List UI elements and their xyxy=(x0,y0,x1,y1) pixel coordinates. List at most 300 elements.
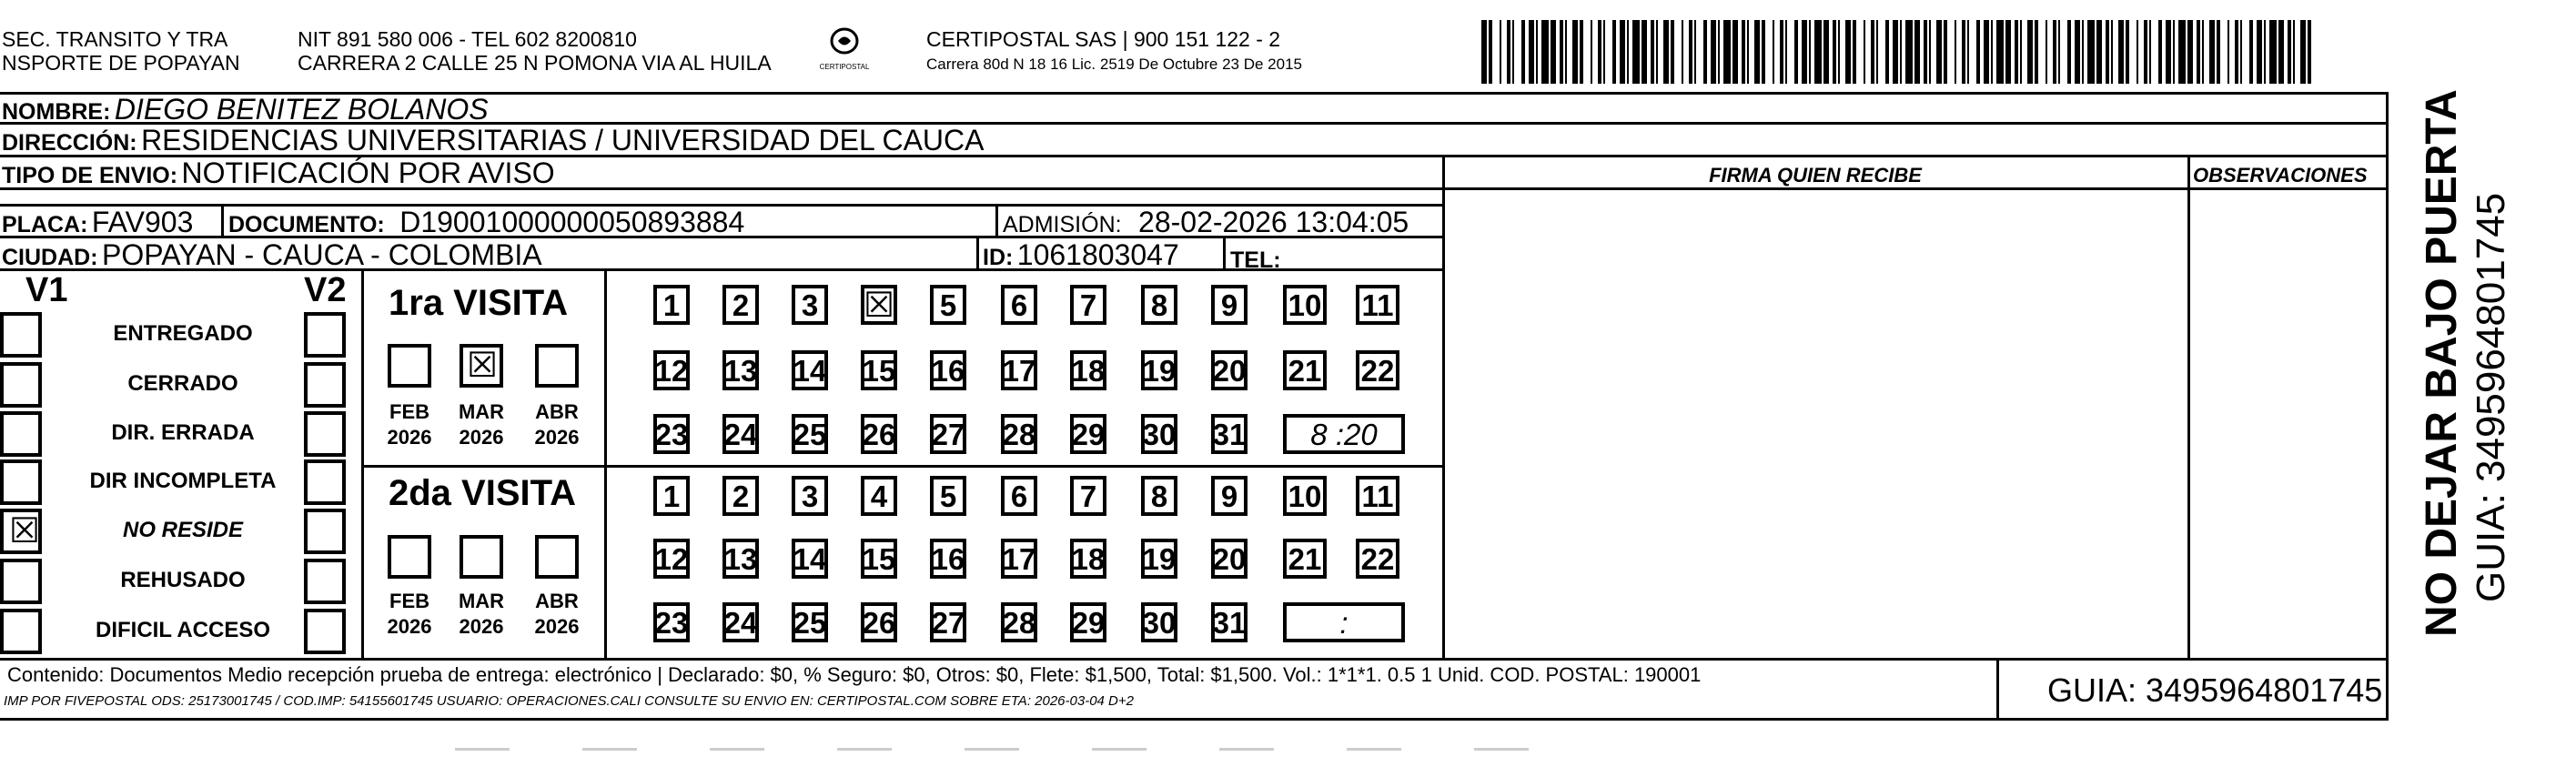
visit1-day-box[interactable] xyxy=(930,350,966,390)
visit2-day-box[interactable] xyxy=(1070,602,1106,642)
barcode-bar xyxy=(1529,20,1534,84)
direccion-row xyxy=(2,126,984,155)
barcode-bar xyxy=(2278,20,2284,84)
admision-value: 28-02-2026 13:04:05 xyxy=(1138,206,1409,238)
visit2-month-box-mar[interactable] xyxy=(460,535,503,579)
day-number: 25 xyxy=(793,605,827,640)
visit2-day-box[interactable] xyxy=(1283,476,1327,516)
barcode-bar xyxy=(1991,20,1993,84)
day-number: 20 xyxy=(1212,353,1247,388)
visit2-day-box[interactable] xyxy=(1001,602,1037,642)
visit2-day-box[interactable] xyxy=(1141,476,1177,516)
visit1-year-label: 2026 xyxy=(534,426,580,449)
barcode-bar xyxy=(2027,20,2033,84)
visit1-day-box[interactable] xyxy=(792,285,828,325)
barcode-bar xyxy=(1651,20,1654,84)
day-number: 31 xyxy=(1212,417,1247,451)
visit1-day-box[interactable] xyxy=(861,350,897,390)
status-label-dir-incompleta: DIR INCOMPLETA xyxy=(89,469,277,493)
visit1-day-box[interactable] xyxy=(653,414,690,454)
barcode-bar xyxy=(2288,20,2291,84)
barcode-bar xyxy=(1838,20,1840,84)
barcode-bar xyxy=(1944,20,1947,84)
visit2-day-box[interactable] xyxy=(1141,539,1177,579)
barcode-bar xyxy=(1723,20,1731,84)
v2-checkbox-dir-incompleta[interactable] xyxy=(304,459,346,505)
visit2-time-field[interactable] xyxy=(1283,602,1405,642)
barcode-bar xyxy=(2082,20,2084,84)
day-number: 23 xyxy=(654,417,689,451)
barcode-bar xyxy=(1845,20,1851,84)
day-number: 6 xyxy=(1010,479,1028,513)
barcode-bar xyxy=(1742,20,1745,84)
direccion-value: RESIDENCIAS UNIVERSITARIAS / UNIVERSIDAD DEL CAUCA xyxy=(141,124,985,156)
placa-label: PLACA: xyxy=(2,212,88,237)
visit2-day-box[interactable] xyxy=(792,476,828,516)
status-label-dificil-acceso: DIFICIL ACCESO xyxy=(95,618,270,642)
visit1-day-box[interactable] xyxy=(930,285,966,325)
visit1-time-field[interactable] xyxy=(1283,414,1405,454)
tipo-envio-row xyxy=(2,158,555,187)
visit2-time-value: : xyxy=(1339,605,1349,640)
sender-nit: NIT 891 580 006 - TEL 602 8200810 xyxy=(298,27,637,51)
visit1-day-box[interactable] xyxy=(1356,350,1399,390)
barcode-bar xyxy=(2005,20,2011,84)
barcode-bar xyxy=(2075,20,2080,84)
barcode-bar xyxy=(1914,20,1920,84)
visit1-month-label: ABR xyxy=(535,400,579,423)
barcode-bar xyxy=(1823,20,1829,84)
visit2-day-box[interactable] xyxy=(1070,539,1106,579)
v2-checkbox-entregado[interactable] xyxy=(304,312,346,358)
direccion-label: DIRECCIÓN: xyxy=(2,130,137,156)
visit1-year-label: 2026 xyxy=(459,426,504,449)
visit2-day-box[interactable] xyxy=(1283,539,1327,579)
day-number: 19 xyxy=(1142,353,1177,388)
documento-row xyxy=(228,207,744,237)
visit1-day-box[interactable] xyxy=(1283,285,1327,325)
v1-label: V1 xyxy=(25,271,68,309)
visit1-day-box[interactable] xyxy=(1211,285,1248,325)
barcode-bar xyxy=(2197,20,2200,84)
day-number: 17 xyxy=(1002,353,1036,388)
barcode-bar xyxy=(1785,20,1787,84)
barcode-bar xyxy=(2111,20,2113,84)
certipostal-logo xyxy=(808,25,881,75)
footer-guia: GUIA: 3495964801745 xyxy=(2047,671,2383,709)
documento-label: DOCUMENTO: xyxy=(228,212,385,237)
day-number: 12 xyxy=(654,541,689,576)
barcode-bar xyxy=(1703,20,1707,84)
barcode-bar xyxy=(2257,20,2262,84)
visit1-month-box-feb[interactable] xyxy=(388,344,431,388)
visit2-day-box[interactable] xyxy=(861,476,897,516)
visit1-day-box[interactable] xyxy=(1001,350,1037,390)
barcode-bar xyxy=(2158,20,2162,84)
barcode-bar xyxy=(1996,20,2004,84)
courier-line-2: Carrera 80d N 18 16 Lic. 2519 De Octubre 23 De 2015 xyxy=(926,56,1302,73)
barcode-bar xyxy=(2249,20,2253,84)
day-number: 26 xyxy=(862,417,896,451)
visit2-month-box-abr[interactable] xyxy=(535,535,579,579)
visit2-day-box[interactable] xyxy=(930,602,966,642)
visit1-day-box[interactable] xyxy=(722,414,759,454)
barcode-bar xyxy=(1711,20,1716,84)
visit2-day-box[interactable] xyxy=(1356,476,1399,516)
barcode-bar xyxy=(2217,20,2220,84)
barcode-bar xyxy=(2137,20,2138,84)
barcode-bar xyxy=(1627,20,1629,84)
barcode-bar xyxy=(2209,20,2215,84)
barcode-icon xyxy=(1481,20,2318,84)
day-number: 12 xyxy=(654,353,689,388)
observaciones-header: OBSERVACIONES xyxy=(2193,164,2368,187)
tel-row xyxy=(1230,243,1281,272)
visit2-day-box[interactable] xyxy=(722,476,759,516)
visit2-month-label: FEB xyxy=(389,590,429,612)
v2-label: V2 xyxy=(304,271,347,309)
status-label-no-reside: NO RESIDE xyxy=(122,518,244,542)
v2-checkbox-dificil-acceso[interactable] xyxy=(304,609,346,654)
visit1-time-value: 8 :20 xyxy=(1310,417,1378,451)
status-label-rehusado: REHUSADO xyxy=(120,568,246,592)
visit1-day-box[interactable] xyxy=(722,285,759,325)
visit1-day-box[interactable] xyxy=(1211,350,1248,390)
v2-checkbox-cerrado[interactable] xyxy=(304,362,346,408)
visit2-day-box[interactable] xyxy=(653,476,690,516)
visit2-day-box[interactable] xyxy=(1141,602,1177,642)
barcode-bar xyxy=(1864,20,1865,84)
v1-checkbox-cerrado[interactable] xyxy=(0,362,42,408)
barcode-bar xyxy=(2118,20,2124,84)
day-number: 8 xyxy=(1150,288,1168,322)
barcode-bar xyxy=(2166,20,2171,84)
barcode-bar xyxy=(1893,20,1898,84)
barcode-bar xyxy=(2126,20,2129,84)
visit2-month-label: MAR xyxy=(458,590,505,612)
documento-value: D19001000000050893884 xyxy=(399,206,745,238)
barcode-bar xyxy=(1762,20,1765,84)
barcode-bar xyxy=(1876,20,1878,84)
visit1-day-box[interactable] xyxy=(930,414,966,454)
day-number: 20 xyxy=(1212,541,1247,576)
day-number: 3 xyxy=(801,288,819,322)
v1-checkbox-entregado[interactable] xyxy=(0,312,42,358)
barcode-bar xyxy=(2149,20,2151,84)
visit1-day-box[interactable] xyxy=(1141,285,1177,325)
day-number: 11 xyxy=(1361,479,1394,513)
visit2-day-box[interactable] xyxy=(653,602,690,642)
visit2-day-box[interactable] xyxy=(930,539,966,579)
status-label-entregado: ENTREGADO xyxy=(113,321,253,346)
day-check-mark-icon: ☒ xyxy=(863,285,895,325)
day-number: 7 xyxy=(1079,479,1097,513)
day-number: 1 xyxy=(662,288,681,322)
tipo-envio-label: TIPO DE ENVIO: xyxy=(2,163,178,188)
barcode-bar xyxy=(1536,20,1538,84)
visit1-day-box[interactable] xyxy=(1070,350,1106,390)
day-number: 1 xyxy=(662,479,681,513)
day-number: 14 xyxy=(793,541,827,576)
barcode-bar xyxy=(1551,20,1556,84)
barcode-bar xyxy=(2293,20,2295,84)
day-number: 4 xyxy=(870,479,888,513)
barcode-bar xyxy=(1809,20,1811,84)
visit2-day-box[interactable] xyxy=(1070,476,1106,516)
barcode-bar xyxy=(2015,20,2018,84)
visit2-day-box[interactable] xyxy=(1001,476,1037,516)
barcode-bar xyxy=(1603,20,1605,84)
visit2-day-box[interactable] xyxy=(1211,539,1248,579)
barcode-bar xyxy=(1747,20,1749,84)
barcode-bar xyxy=(2046,20,2047,84)
day-number: 8 xyxy=(1150,479,1168,513)
barcode-bar xyxy=(2020,20,2022,84)
visit1-day-box[interactable] xyxy=(1211,414,1248,454)
day-number: 18 xyxy=(1071,541,1106,576)
barcode-bar xyxy=(1754,20,1760,84)
visit1-day-box[interactable] xyxy=(1070,285,1106,325)
day-number: 14 xyxy=(793,353,827,388)
visit1-day-box[interactable] xyxy=(861,414,897,454)
barcode-bar xyxy=(2240,20,2242,84)
barcode-bar xyxy=(1682,20,1683,84)
barcode-bar xyxy=(2035,20,2038,84)
barcode-bar xyxy=(1663,20,1669,84)
id-value: 1061803047 xyxy=(1016,238,1179,271)
visit2-month-box-feb[interactable] xyxy=(388,535,431,579)
barcode-bar xyxy=(2087,20,2095,84)
barcode-bar xyxy=(1632,20,1640,84)
tipo-envio-value: NOTIFICACIÓN POR AVISO xyxy=(181,156,555,189)
visit2-day-box[interactable] xyxy=(861,539,897,579)
visit2-day-box[interactable] xyxy=(722,602,759,642)
v2-checkbox-dir-errada[interactable] xyxy=(304,411,346,457)
barcode-bar xyxy=(1794,20,1798,84)
barcode-bar xyxy=(1507,20,1510,84)
day-number: 29 xyxy=(1071,417,1106,451)
day-number: 13 xyxy=(723,541,758,576)
barcode-bar xyxy=(1814,20,1822,84)
side-guia: GUIA: 3495964801745 xyxy=(2469,192,2513,602)
barcode-bar xyxy=(1642,20,1647,84)
day-number: 31 xyxy=(1212,605,1247,640)
visit1-day-box[interactable] xyxy=(653,350,690,390)
visit2-day-box[interactable] xyxy=(930,476,966,516)
visit2-day-box[interactable] xyxy=(1211,476,1248,516)
day-number: 30 xyxy=(1142,605,1177,640)
day-number: 13 xyxy=(723,353,758,388)
svg-text:CERTIPOSTAL: CERTIPOSTAL xyxy=(819,63,870,71)
footer-content-line: Contenido: Documentos Medio recepción prueba de entrega: electrónico | Declarado: $0, % Seguro: $0, Otros: $0, Flete: $1,500, Total: $1,500. Vol.: 1*1*1. 0.5 1 Unid. COD. POSTAL: 190001 xyxy=(7,663,1702,686)
day-number: 17 xyxy=(1002,541,1036,576)
barcode-bar xyxy=(1780,20,1783,84)
v1-checkbox-no-reside[interactable] xyxy=(0,509,42,554)
barcode-bar xyxy=(1512,20,1514,84)
status-label-cerrado: CERRADO xyxy=(127,371,238,396)
v1-checkbox-dir-incompleta[interactable] xyxy=(0,459,42,505)
day-number: 15 xyxy=(862,353,896,388)
barcode-bar xyxy=(2096,20,2102,84)
visit1-month-label: MAR xyxy=(458,400,505,423)
barcode-bar xyxy=(2053,20,2056,84)
ciudad-value: POPAYAN - CAUCA - COLOMBIA xyxy=(102,238,542,271)
id-label: ID: xyxy=(983,245,1014,270)
day-number: 5 xyxy=(939,288,957,322)
visit-1-title: 1ra VISITA xyxy=(389,283,569,323)
id-row xyxy=(983,240,1179,269)
day-number: 24 xyxy=(723,417,758,451)
barcode-bar xyxy=(2227,20,2229,84)
v2-checkbox-rehusado[interactable] xyxy=(304,559,346,604)
visit1-day-box[interactable] xyxy=(1070,414,1106,454)
admision-row xyxy=(1003,207,1409,237)
barcode-bar xyxy=(2106,20,2109,84)
barcode-bar xyxy=(1967,20,1969,84)
day-number: 2 xyxy=(732,479,750,513)
barcode-bar xyxy=(1689,20,1692,84)
day-number: 10 xyxy=(1288,288,1322,322)
day-number: 30 xyxy=(1142,417,1177,451)
sender-line-1: SEC. TRANSITO Y TRA xyxy=(2,27,228,51)
sender-line-2: NSPORTE DE POPAYAN xyxy=(2,51,240,75)
day-number: 22 xyxy=(1360,353,1395,388)
day-number: 15 xyxy=(862,541,896,576)
visit1-day-box[interactable] xyxy=(1141,350,1177,390)
visit2-day-box[interactable] xyxy=(1001,539,1037,579)
visit1-day-box[interactable] xyxy=(1001,285,1037,325)
barcode-bar xyxy=(1955,20,1956,84)
day-number: 5 xyxy=(939,479,957,513)
ciudad-label: CIUDAD: xyxy=(2,245,98,270)
visit2-day-box[interactable] xyxy=(792,602,828,642)
nombre-label: NOMBRE: xyxy=(2,99,111,125)
visit1-day-box[interactable] xyxy=(1001,414,1037,454)
day-number: 19 xyxy=(1142,541,1177,576)
barcode-bar xyxy=(1671,20,1674,84)
barcode-bar xyxy=(1694,20,1696,84)
day-number: 21 xyxy=(1288,541,1322,576)
visit2-year-label: 2026 xyxy=(534,615,580,638)
barcode-bar xyxy=(1565,20,1567,84)
barcode-bar xyxy=(2264,20,2266,84)
check-mark-icon: ☒ xyxy=(9,510,41,550)
nombre-value: DIEGO BENITEZ BOLANOS xyxy=(114,93,489,126)
barcode-bar xyxy=(1500,20,1501,84)
barcode-bar xyxy=(2067,20,2071,84)
day-number: 16 xyxy=(931,541,965,576)
day-number: 16 xyxy=(931,353,965,388)
barcode-bar xyxy=(1905,20,1913,84)
barcode-bar xyxy=(1936,20,1942,84)
placa-value: FAV903 xyxy=(91,206,194,238)
barcode-bar xyxy=(2187,20,2193,84)
day-number: 2 xyxy=(732,288,750,322)
barcode-bar xyxy=(1541,20,1549,84)
barcode-bar xyxy=(1620,20,1625,84)
visit1-day-box[interactable] xyxy=(722,350,759,390)
visit1-day-box[interactable] xyxy=(792,414,828,454)
visit2-day-box[interactable] xyxy=(722,539,759,579)
day-number: 18 xyxy=(1071,353,1106,388)
footer-print-line: IMP POR FIVEPOSTAL ODS: 25173001745 / COD.IMP: 54155601745 USUARIO: OPERACIONES.CALI CONSULTE SU ENVIO EN: CERTIPOSTAL.COM SOBRE ETA: 2026-03-04 D+2 xyxy=(4,693,1134,709)
visit-2-title: 2da VISITA xyxy=(389,473,576,513)
barcode-bar xyxy=(2235,20,2238,84)
visit1-day-box[interactable] xyxy=(1141,414,1177,454)
visit1-day-box[interactable] xyxy=(792,350,828,390)
barcode-bar xyxy=(1802,20,1807,84)
barcode-bar xyxy=(1560,20,1563,84)
barcode-bar xyxy=(1572,20,1578,84)
barcode-bar xyxy=(1612,20,1616,84)
visit1-day-box[interactable] xyxy=(1283,350,1327,390)
barcode-bar xyxy=(1718,20,1720,84)
v1-checkbox-dir-errada[interactable] xyxy=(0,411,42,457)
day-number: 9 xyxy=(1220,288,1238,322)
visit2-day-box[interactable] xyxy=(1211,602,1248,642)
barcode-bar xyxy=(1962,20,1965,84)
visit2-day-box[interactable] xyxy=(861,602,897,642)
barcode-bar xyxy=(1871,20,1874,84)
visit2-day-box[interactable] xyxy=(653,539,690,579)
check-mark-icon: ☒ xyxy=(467,345,499,385)
barcode-bar xyxy=(1732,20,1738,84)
barcode-bar xyxy=(2144,20,2147,84)
visit2-day-box[interactable] xyxy=(1356,539,1399,579)
visit1-day-box[interactable] xyxy=(1356,285,1399,325)
barcode-bar xyxy=(1656,20,1658,84)
day-number: 9 xyxy=(1220,479,1238,513)
barcode-bar xyxy=(1976,20,1980,84)
barcode-bar xyxy=(2178,20,2186,84)
day-number: 28 xyxy=(1002,605,1036,640)
visit2-day-box[interactable] xyxy=(792,539,828,579)
barcode-bar xyxy=(2308,20,2311,84)
barcode-bar xyxy=(1924,20,1927,84)
visit1-month-label: FEB xyxy=(389,400,429,423)
barcode-bar xyxy=(2173,20,2175,84)
day-number: 21 xyxy=(1288,353,1322,388)
visit2-year-label: 2026 xyxy=(459,615,504,638)
day-number: 23 xyxy=(654,605,689,640)
visit1-day-box[interactable] xyxy=(653,285,690,325)
visit1-day-box[interactable] xyxy=(861,285,897,325)
day-number: 25 xyxy=(793,417,827,451)
barcode-bar xyxy=(1929,20,1931,84)
visit1-year-label: 2026 xyxy=(387,426,432,449)
visit1-month-box-mar[interactable] xyxy=(460,344,503,388)
day-number: 28 xyxy=(1002,417,1036,451)
courier-line-1: CERTIPOSTAL SAS | 900 151 122 - 2 xyxy=(926,27,1281,51)
visit1-month-box-abr[interactable] xyxy=(535,344,579,388)
nombre-row xyxy=(2,95,489,124)
v2-checkbox-no-reside[interactable] xyxy=(304,509,346,554)
status-label-dir-errada: DIR. ERRADA xyxy=(111,420,255,445)
barcode-bar xyxy=(2058,20,2060,84)
barcode-bar xyxy=(1591,20,1592,84)
v1-checkbox-dificil-acceso[interactable] xyxy=(0,609,42,654)
day-number: 26 xyxy=(862,605,896,640)
barcode-bar xyxy=(1984,20,1989,84)
tel-label: TEL: xyxy=(1230,247,1281,273)
barcode-bar xyxy=(1489,20,1492,84)
visit2-month-label: ABR xyxy=(535,590,579,612)
day-number: 11 xyxy=(1361,288,1394,322)
v1-checkbox-rehusado[interactable] xyxy=(0,559,42,604)
day-number: 27 xyxy=(931,417,965,451)
barcode-bar xyxy=(1521,20,1525,84)
day-number: 10 xyxy=(1288,479,1322,513)
